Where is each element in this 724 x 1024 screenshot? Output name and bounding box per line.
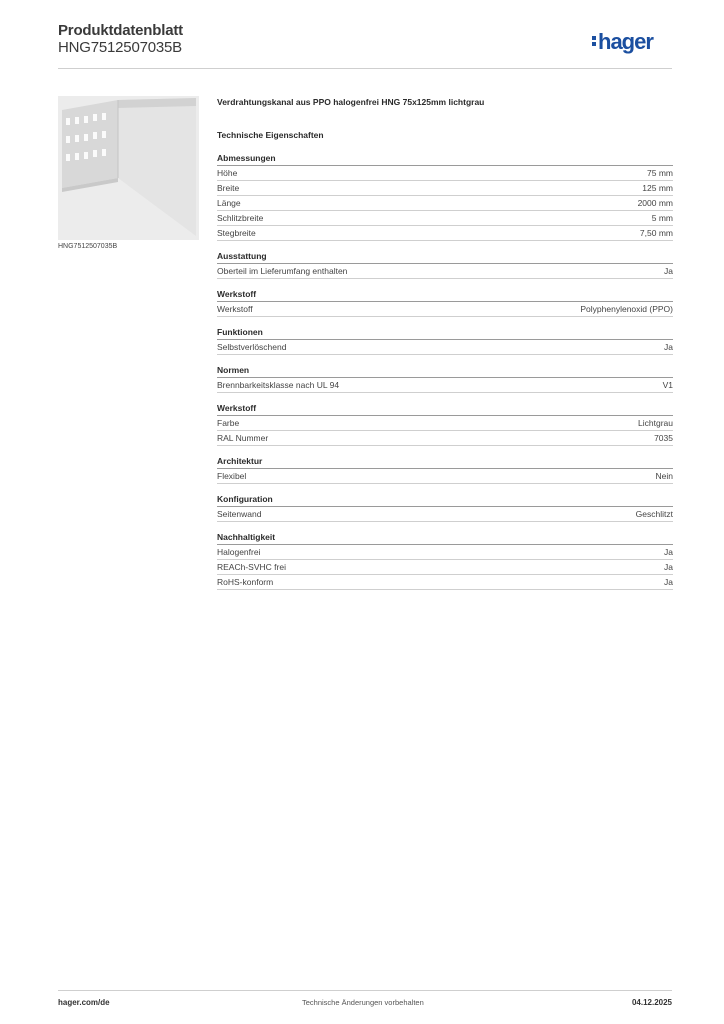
group-title: Werkstoff — [217, 288, 673, 302]
spec-label: REACh-SVHC frei — [217, 562, 286, 572]
spec-row — [217, 211, 673, 226]
spec-label: RAL Nummer — [217, 433, 269, 443]
page-title: Produktdatenblatt — [58, 22, 183, 39]
spec-label: Halogenfrei — [217, 547, 261, 557]
spec-label: Breite — [217, 183, 240, 193]
logo-text: hager — [598, 29, 653, 54]
spec-group-ausstattung — [217, 250, 673, 279]
spec-value: Ja — [664, 266, 673, 276]
group-title: Abmessungen — [217, 152, 673, 166]
spec-group-architektur — [217, 455, 673, 484]
spec-value: 7035 — [654, 433, 673, 443]
spec-group-normen — [217, 364, 673, 393]
spec-row — [217, 469, 673, 484]
spec-label: Oberteil im Lieferumfang enthalten — [217, 266, 348, 276]
spec-label: Werkstoff — [217, 304, 253, 314]
image-caption: HNG7512507035B — [58, 243, 118, 250]
spec-row — [217, 545, 673, 560]
spec-row — [217, 226, 673, 241]
group-title: Funktionen — [217, 326, 673, 340]
spec-value: Geschlitzt — [635, 509, 673, 519]
spec-value: Ja — [664, 547, 673, 557]
spec-row — [217, 196, 673, 211]
product-image — [58, 96, 199, 240]
hager-logo — [592, 29, 653, 55]
spec-value: 7,50 mm — [639, 228, 673, 238]
spec-group-werkstoff-farbe — [217, 402, 673, 446]
spec-row — [217, 507, 673, 522]
spec-label: Seitenwand — [217, 509, 262, 519]
spec-row — [217, 575, 673, 590]
product-description: Verdrahtungskanal aus PPO halogenfrei HNG 75x125mm lichtgrau — [217, 97, 485, 107]
spec-value: V1 — [662, 380, 673, 390]
spec-label: Länge — [217, 198, 241, 208]
spec-value: 2000 mm — [637, 198, 673, 208]
group-title: Konfiguration — [217, 493, 673, 507]
group-title: Nachhaltigkeit — [217, 531, 673, 545]
header-divider — [58, 68, 672, 69]
spec-value: 75 mm — [647, 168, 673, 178]
footer-date: 04.12.2025 — [631, 998, 672, 1007]
group-title: Architektur — [217, 455, 673, 469]
spec-label: Stegbreite — [217, 228, 256, 238]
spec-group-werkstoff — [217, 288, 673, 317]
spec-row — [217, 378, 673, 393]
spec-label: Farbe — [217, 418, 240, 428]
spec-row — [217, 340, 673, 355]
group-title: Werkstoff — [217, 402, 673, 416]
group-title: Normen — [217, 364, 673, 378]
footer-website-link[interactable]: hager.com/de — [58, 998, 110, 1007]
spec-label: Höhe — [217, 168, 238, 178]
spec-row — [217, 181, 673, 196]
spec-value: Polyphenylenoxid (PPO) — [580, 304, 673, 314]
spec-value: Ja — [664, 577, 673, 587]
spec-value: Ja — [664, 562, 673, 572]
spec-content — [217, 94, 673, 590]
spec-group-konfiguration — [217, 493, 673, 522]
spec-row — [217, 302, 673, 317]
footer-notice: Technische Änderungen vorbehalten — [302, 998, 424, 1007]
spec-label: Flexibel — [217, 471, 247, 481]
spec-row — [217, 560, 673, 575]
spec-row — [217, 431, 673, 446]
product-code: HNG7512507035B — [58, 39, 182, 56]
logo-dots-icon — [592, 34, 597, 48]
spec-row — [217, 166, 673, 181]
cable-duct-illustration — [58, 96, 199, 240]
spec-label: Schlitzbreite — [217, 213, 264, 223]
spec-value: Nein — [655, 471, 673, 481]
spec-label: Brennbarkeitsklasse nach UL 94 — [217, 380, 340, 390]
spec-value: 5 mm — [651, 213, 673, 223]
spec-value: Lichtgrau — [638, 418, 673, 428]
spec-group-nachhaltigkeit — [217, 531, 673, 590]
spec-label: RoHS-konform — [217, 577, 274, 587]
spec-label: Selbstverlöschend — [217, 342, 287, 352]
footer-divider — [58, 990, 672, 991]
spec-row — [217, 416, 673, 431]
spec-value: 125 mm — [642, 183, 673, 193]
section-title: Technische Eigenschaften — [217, 130, 324, 140]
group-title: Ausstattung — [217, 250, 673, 264]
spec-value: Ja — [664, 342, 673, 352]
spec-group-abmessungen — [217, 152, 673, 241]
spec-group-funktionen — [217, 326, 673, 355]
spec-row — [217, 264, 673, 279]
